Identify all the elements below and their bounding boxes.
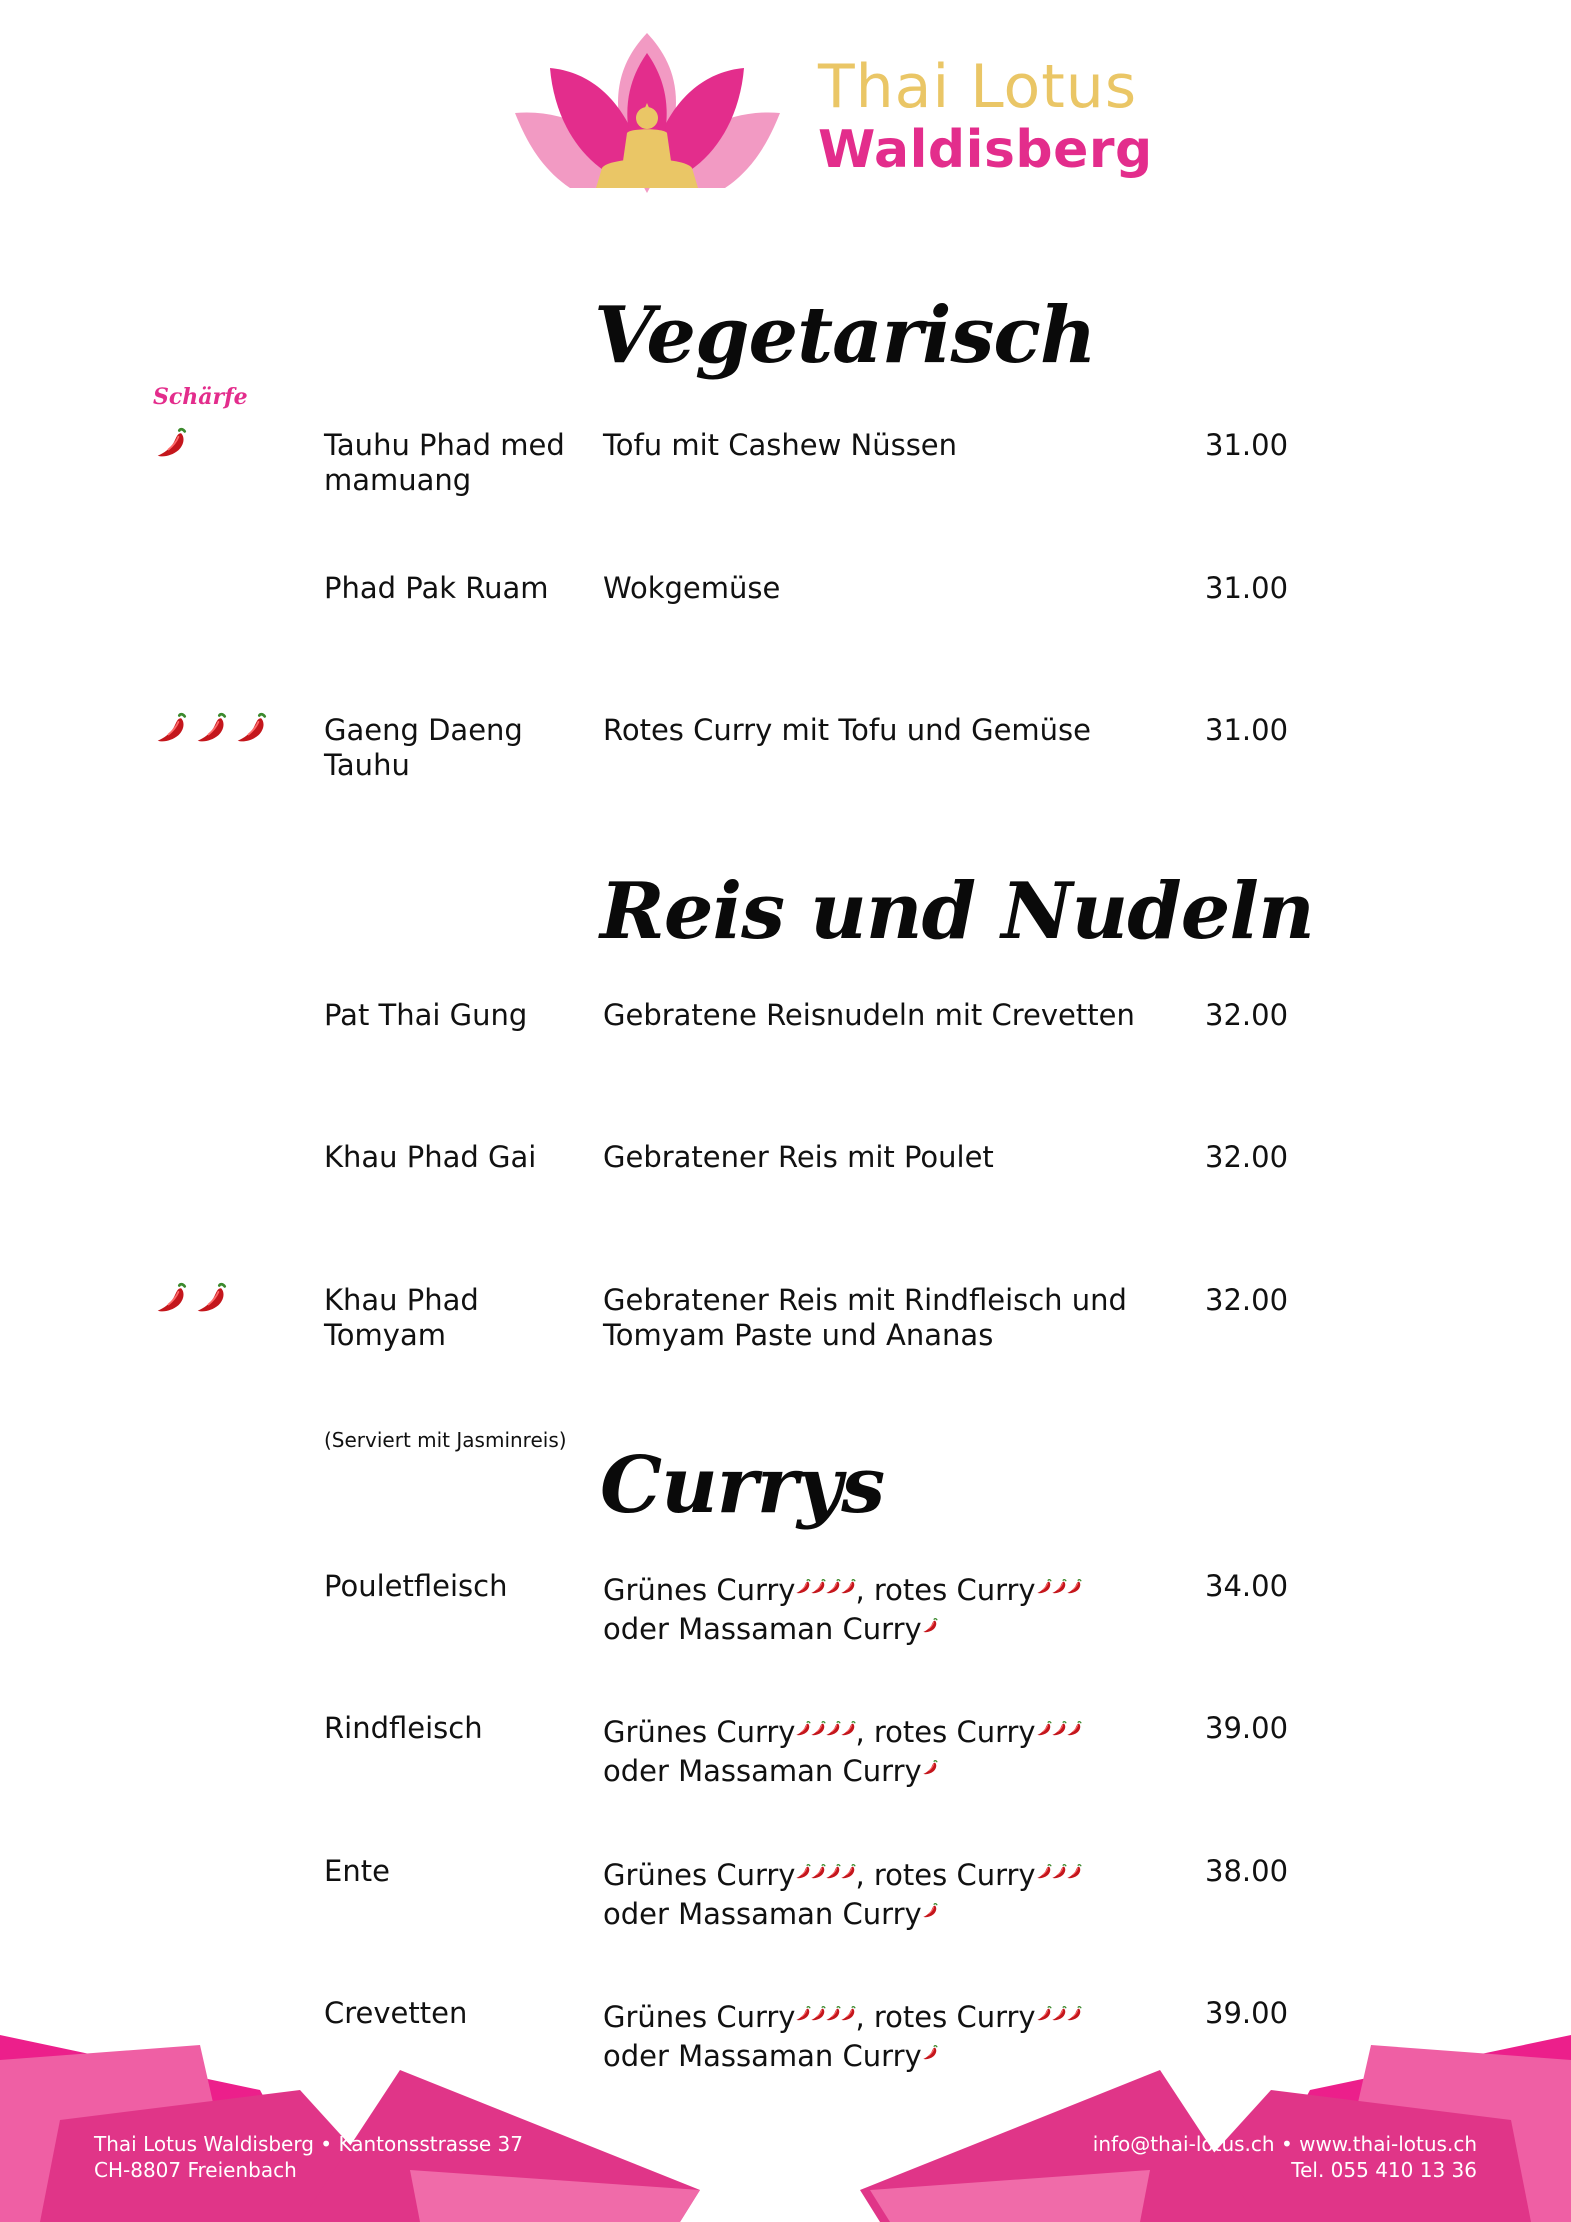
curry-massaman-label: oder Massaman Curry: [603, 1754, 922, 1788]
chili-icon: [922, 1617, 940, 1635]
chili-icon: [1066, 1863, 1084, 1881]
chili-rating: [795, 1854, 855, 1889]
item-name: Pouletfleisch: [324, 1569, 508, 1603]
chili-rating: [795, 1711, 855, 1746]
chili-rating: [155, 426, 191, 462]
section-title-vegetarisch: Vegetarisch: [594, 290, 1096, 381]
item-price: 32.00: [1205, 1283, 1289, 1317]
item-name: Rindfleisch: [324, 1711, 483, 1745]
item-name: Phad Pak Ruam: [324, 571, 549, 605]
curry-red-label: , rotes Curry: [855, 1573, 1036, 1607]
item-name: Khau Phad Gai: [324, 1140, 537, 1174]
chili-icon: [195, 711, 231, 747]
footer-address-line2: CH-8807 Freienbach: [94, 2158, 297, 2182]
item-price: 31.00: [1205, 713, 1289, 747]
section-title-currys: Currys: [600, 1440, 885, 1531]
curry-massaman-label: oder Massaman Curry: [603, 2039, 922, 2073]
footer-decoration: [0, 2000, 1571, 2222]
curry-green-label: Grünes Curry: [603, 1858, 796, 1892]
chili-icon: [922, 1759, 940, 1777]
footer-address: [94, 2131, 523, 2183]
chili-rating: [795, 1569, 855, 1604]
chili-icon: [235, 711, 271, 747]
item-price: 31.00: [1205, 571, 1289, 605]
chili-icon: [155, 426, 191, 462]
item-description: Gebratene Reisnudeln mit Crevetten: [603, 998, 1135, 1032]
chili-rating: [155, 1281, 231, 1317]
footer-contact: [1093, 2131, 1477, 2183]
item-price: 31.00: [1205, 428, 1289, 462]
item-price: 32.00: [1205, 998, 1289, 1032]
item-description: Rotes Curry mit Tofu und Gemüse: [603, 713, 1091, 747]
brand-name-line2: Waldisberg: [818, 120, 1153, 180]
curry-green-label: Grünes Curry: [603, 1715, 796, 1749]
item-description: [603, 1854, 1163, 1932]
item-description: [603, 1711, 1163, 1789]
item-description: Tofu mit Cashew Nüssen: [603, 428, 958, 462]
curry-green-label: Grünes Curry: [603, 2000, 796, 2034]
item-name: Gaeng Daeng Tauhu: [324, 713, 523, 782]
footer-address-line1: Thai Lotus Waldisberg • Kantonsstrasse 37: [94, 2132, 524, 2156]
chili-rating: [155, 711, 271, 747]
heat-label: Schärfe: [153, 384, 248, 410]
chili-icon: [922, 1902, 940, 1920]
curry-red-label: , rotes Curry: [855, 2000, 1036, 2034]
serving-note: (Serviert mit Jasminreis): [324, 1428, 567, 1452]
item-price: 39.00: [1205, 1711, 1289, 1745]
item-price: 32.00: [1205, 1140, 1289, 1174]
chili-icon: [1066, 1578, 1084, 1596]
curry-red-label: , rotes Curry: [855, 1858, 1036, 1892]
footer-contact-line2[interactable]: Tel. 055 410 13 36: [1291, 2158, 1477, 2182]
item-description: [603, 1569, 1163, 1647]
item-name: Tauhu Phad med mamuang: [324, 428, 565, 497]
brand-name-line1: Thai Lotus: [818, 52, 1138, 122]
chili-rating: [1036, 1711, 1081, 1746]
item-price: 34.00: [1205, 1569, 1289, 1603]
chili-rating: [922, 1893, 937, 1928]
footer-contact-line1[interactable]: info@thai-lotus.ch • www.thai-lotus.ch: [1092, 2132, 1477, 2156]
chili-icon: [195, 1281, 231, 1317]
chili-rating: [922, 1608, 937, 1643]
chili-icon: [155, 1281, 191, 1317]
chili-rating: [1036, 1854, 1081, 1889]
chili-rating: [1036, 1569, 1081, 1604]
curry-massaman-label: oder Massaman Curry: [603, 1897, 922, 1931]
curry-green-label: Grünes Curry: [603, 1573, 796, 1607]
item-description: Gebratener Reis mit Poulet: [603, 1140, 994, 1174]
chili-rating: [922, 1750, 937, 1785]
item-name: Pat Thai Gung: [324, 998, 528, 1032]
curry-massaman-label: oder Massaman Curry: [603, 1612, 922, 1646]
curry-red-label: , rotes Curry: [855, 1715, 1036, 1749]
item-name: Ente: [324, 1854, 390, 1888]
chili-icon: [155, 711, 191, 747]
chili-icon: [1066, 1720, 1084, 1738]
item-price: 38.00: [1205, 1854, 1289, 1888]
item-description: Gebratener Reis mit Rindfleisch und Tomyam Paste und Ananas: [603, 1283, 1127, 1352]
item-name: Khau Phad Tomyam: [324, 1283, 479, 1352]
item-description: Wokgemüse: [603, 571, 781, 605]
section-title-reis-und-nudeln: Reis und Nudeln: [600, 866, 1314, 957]
item-price: 39.00: [1205, 1996, 1289, 2030]
item-name: Crevetten: [324, 1996, 468, 2030]
